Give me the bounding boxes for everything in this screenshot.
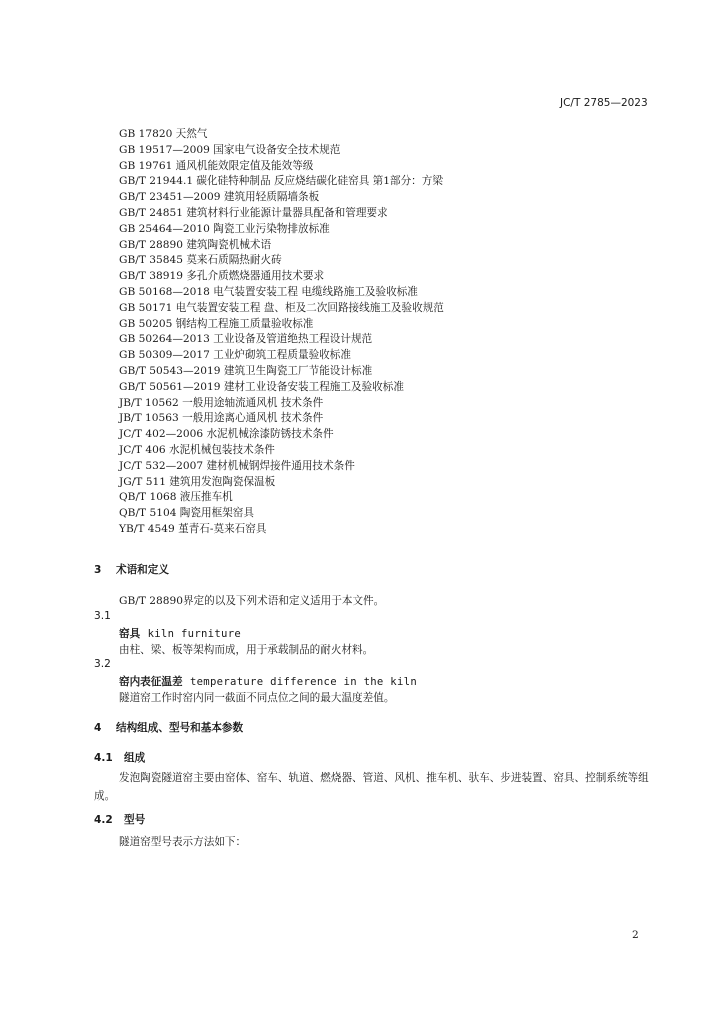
reference-item: JB/T 10563 一般用途离心通风机 技术条件: [119, 412, 324, 425]
subsection-4-1-text: 发泡陶瓷隧道窑主要由窑体、窑车、轨道、燃烧器、管道、风机、推车机、驮车、步进装置、窑具、控制系统等组成。: [94, 772, 649, 802]
term-en: temperature difference in the kiln: [189, 676, 418, 688]
term-en: kiln furniture: [147, 628, 242, 640]
term-zh: 窑内表征温差: [119, 676, 183, 688]
standard-code-header: JC/T 2785—2023: [560, 97, 648, 109]
reference-item: GB 50171 电气装置安装工程 盘、柜及二次回路接线施工及验收规范: [119, 301, 444, 314]
reference-item: GB 50168—2018 电气装置安装工程 电缆线路施工及验收标准: [119, 285, 418, 298]
reference-item: GB/T 35845 莫来石质隔热耐火砖: [119, 254, 282, 267]
reference-item: QB/T 5104 陶瓷用框架窑具: [119, 507, 254, 520]
reference-item: GB 50309—2017 工业炉砌筑工程质量验收标准: [119, 349, 351, 362]
reference-item: GB/T 21944.1 碳化硅特种制品 反应烧结碳化硅窑具 第1部分：方梁: [119, 175, 443, 188]
reference-item: JG/T 511 建筑用发泡陶瓷保温板: [119, 475, 276, 488]
section-3-intro: GB/T 28890界定的以及下列术语和定义适用于本文件。: [119, 595, 385, 607]
subsection-number: 4.2: [94, 814, 113, 826]
reference-item: QB/T 1068 液压推车机: [119, 491, 233, 504]
subsection-4-1-heading: [94, 750, 145, 765]
section-title: 结构组成、型号和基本参数: [116, 722, 244, 734]
section-title: 术语和定义: [116, 564, 169, 576]
term-number: 3.2: [94, 658, 111, 670]
reference-item: GB 50205 钢结构工程施工质量验收标准: [119, 317, 314, 330]
term-title: [119, 674, 417, 689]
term-zh: 窑具: [119, 628, 141, 640]
reference-item: GB/T 50543—2019 建筑卫生陶瓷工厂节能设计标准: [119, 364, 373, 377]
normative-references-list: [119, 127, 444, 538]
section-3-heading: [94, 562, 169, 577]
term-definition: 隧道窑工作时窑内同一截面不同点位之间的最大温度差值。: [119, 692, 395, 704]
page-number: 2: [632, 929, 639, 941]
term-definition: 由柱、梁、板等架构而成，用于承载制品的耐火材料。: [119, 644, 374, 656]
reference-item: GB/T 50561—2019 建材工业设备安装工程施工及验收标准: [119, 380, 404, 393]
reference-item: JC/T 406 水泥机械包装技术条件: [119, 443, 275, 456]
term-number: 3.1: [94, 610, 111, 622]
reference-item: YB/T 4549 堇青石-莫来石窑具: [119, 522, 267, 535]
reference-item: GB 17820 天然气: [119, 128, 208, 140]
subsection-4-2-text: 隧道窑型号表示方法如下：: [119, 836, 247, 848]
reference-item: JC/T 532—2007 建材机械钢焊接件通用技术条件: [119, 459, 355, 472]
section-4-heading: [94, 720, 243, 735]
reference-item: GB/T 24851 建筑材料行业能源计量器具配备和管理要求: [119, 206, 388, 219]
reference-item: GB 50264—2013 工业设备及管道绝热工程设计规范: [119, 333, 373, 346]
reference-item: GB/T 28890 建筑陶瓷机械术语: [119, 238, 272, 251]
reference-item: JB/T 10562 一般用途轴流通风机 技术条件: [119, 396, 324, 409]
subsection-number: 4.1: [94, 752, 113, 764]
section-number: 4: [94, 722, 102, 734]
reference-item: GB 19517—2009 国家电气设备安全技术规范: [119, 143, 341, 156]
term-title: [119, 626, 241, 641]
section-number: 3: [94, 564, 102, 576]
subsection-title: 组成: [124, 752, 146, 764]
reference-item: GB 25464—2010 陶瓷工业污染物排放标准: [119, 222, 330, 235]
subsection-title: 型号: [124, 814, 146, 826]
reference-item: GB/T 23451—2009 建筑用轻质隔墙条板: [119, 191, 320, 204]
reference-item: GB/T 38919 多孔介质燃烧器通用技术要求: [119, 270, 325, 283]
reference-item: GB 19761 通风机能效限定值及能效等级: [119, 159, 314, 172]
reference-item: JC/T 402—2006 水泥机械涂漆防锈技术条件: [119, 428, 334, 441]
subsection-4-2-heading: [94, 812, 145, 827]
